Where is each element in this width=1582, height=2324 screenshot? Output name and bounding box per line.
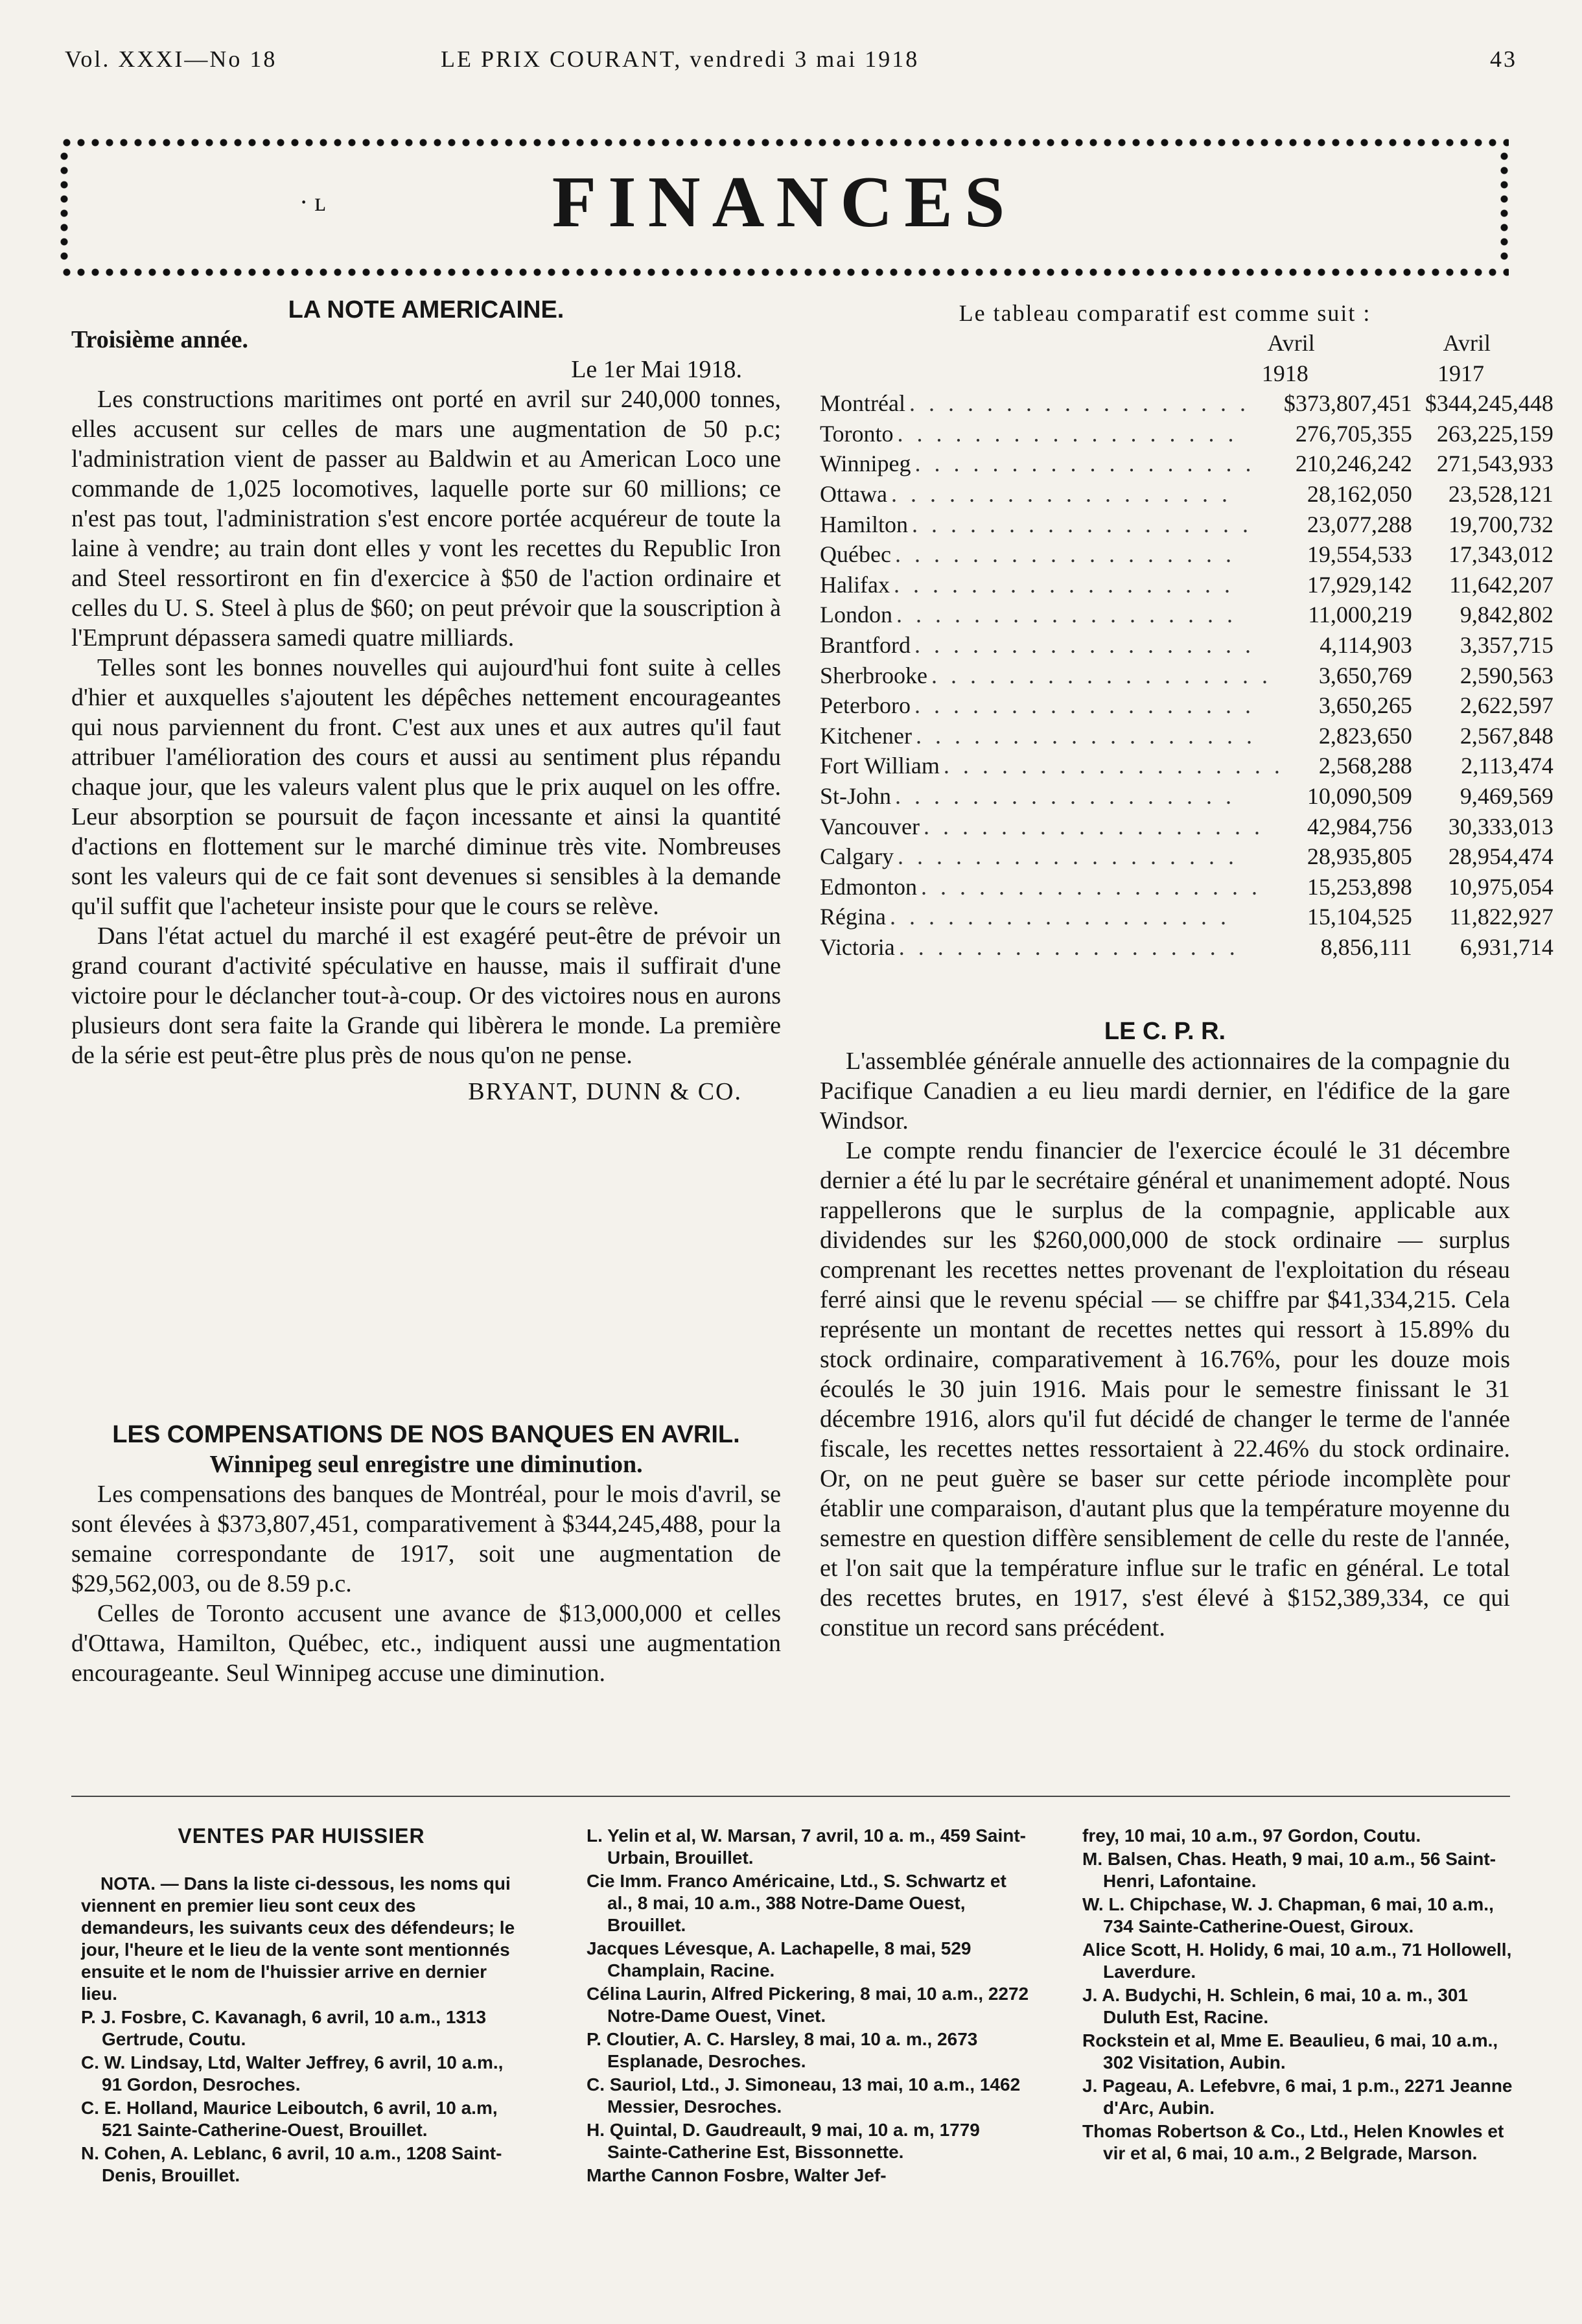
table-header	[820, 328, 1510, 388]
ventes-entry: C. W. Lindsay, Ltd, Walter Jeffrey, 6 avril, 10 a.m., 91 Gordon, Desroches.	[81, 2052, 504, 2095]
article-heading: LE C. P. R.	[1104, 1018, 1226, 1045]
article-dateline: Le 1er Mai 1918.	[571, 356, 742, 383]
journal-title-date: LE PRIX COURANT, vendredi 3 mai 1918	[441, 46, 920, 72]
value-1918: 11,000,219	[1308, 602, 1412, 628]
ventes-entry: Célina Laurin, Alfred Pickering, 8 mai, 10 a.m., 2272 Notre-Dame Ouest, Vinet.	[587, 1984, 1029, 2026]
table-row	[820, 932, 1553, 963]
table-row	[820, 872, 1553, 902]
col-1917-month: Avril	[1443, 330, 1491, 356]
article-cpr	[820, 1016, 1510, 1643]
city-name: Victoria . . . . . . . . . . . . . . . . . .	[820, 933, 1239, 960]
table-row	[820, 841, 1553, 872]
ventes-heading: VENTES PAR HUISSIER	[178, 1824, 425, 1848]
city-name: Winnipeg . . . . . . . . . . . . . . . . . .	[820, 451, 1255, 477]
ventes-entry: N. Cohen, A. Leblanc, 6 avril, 10 a.m., 1208 Saint-Denis, Brouillet.	[81, 2143, 502, 2185]
section-banner	[60, 136, 1509, 279]
table-row	[820, 812, 1553, 842]
table-intro: Le tableau comparatif est comme suit :	[959, 300, 1371, 326]
value-1918: 3,650,265	[1318, 692, 1412, 719]
banner-bottom-ornament	[60, 266, 1509, 279]
table-row	[820, 419, 1553, 449]
leader-dots: . . . . . . . . . . . . . . . . . .	[896, 602, 1237, 628]
leader-dots: . . . . . . . . . . . . . . . . . .	[889, 904, 1230, 930]
volume-number: Vol. XXXI—No 18	[65, 46, 277, 72]
banner-stray-mark: · ʟ	[299, 187, 326, 217]
table-row	[820, 630, 1553, 661]
article-paragraph: Telles sont les bonnes nouvelles qui aujourd'hui font suite à celles d'hier et auxquelles s'ajoutent les dépêches nettement encourageantes qui nous parviennent du front. C'est aux unes et aux autres qu'il faut attribuer l'amélioration des cours et aussi au sentiment plus répandu chaque jour, que les valeurs valent plus que le prix auquel on les offre. Leur absorption se poursuit de façon incessante et ainsi la quantité d'actions en flottement sur le marché diminue très vite. Nombreuses sont les valeurs qui de ce fait sont devenues si sensibles à la demande qu'il suffit que l'acheteur insiste pour que le cours se relève.	[71, 654, 781, 920]
article-paragraph: Dans l'état actuel du marché il est exagéré peut-être de prévoir un grand courant d'activité spéculative en hausse, mais il suffirait d'une victoire pour le déclancher tout-à-coup. Or des victoires nous en aurons plusieurs dont sera faite la Grande qui libèrera le monde. La première de la série est peut-être plus près de nous qu'on ne pense.	[71, 922, 781, 1069]
city-name: Fort William . . . . . . . . . . . . . . . . . .	[820, 753, 1284, 779]
table-row	[820, 510, 1553, 540]
table-row	[820, 539, 1553, 570]
page-number: 43	[1490, 46, 1517, 72]
city-name: Halifax . . . . . . . . . . . . . . . . . .	[820, 571, 1234, 598]
value-1917: 2,590,563	[1460, 662, 1553, 688]
value-1917: 30,333,013	[1448, 813, 1553, 839]
leader-dots: . . . . . . . . . . . . . . . . . .	[943, 753, 1284, 779]
city-name: Ottawa . . . . . . . . . . . . . . . . . .	[820, 480, 1231, 507]
table-row	[820, 781, 1553, 812]
value-1918: 4,114,903	[1320, 631, 1412, 658]
ventes-entry: Thomas Robertson & Co., Ltd., Helen Knowles et vir et al, 6 mai, 10 a.m., 2 Belgrade, Marson.	[1082, 2121, 1504, 2163]
value-1917: 6,931,714	[1460, 933, 1553, 960]
table-row	[820, 902, 1553, 932]
leader-dots: . . . . . . . . . . . . . . . . . .	[894, 541, 1235, 568]
city-name: Calgary . . . . . . . . . . . . . . . . . .	[820, 843, 1238, 870]
city-name: Québec . . . . . . . . . . . . . . . . . .	[820, 541, 1235, 568]
ventes-entry: Marthe Cannon Fosbre, Walter Jef-	[587, 2165, 887, 2185]
ventes-entry: Rockstein et al, Mme E. Beaulieu, 6 mai, 10 a.m., 302 Visitation, Aubin.	[1082, 2030, 1498, 2072]
ventes-nota: NOTA. — Dans la liste ci-dessous, les noms qui viennent en premier lieu sont ceux des demandeurs, les suivants ceux des défendeurs; le jour, l'heure et le lieu de la vente sont mentionnés ensuite et le nom de l'huissier arrive en dernier lieu.	[81, 1873, 515, 2004]
value-1917: 263,225,159	[1436, 420, 1553, 447]
ventes-entry: Cie Imm. Franco Américaine, Ltd., S. Schwartz et al., 8 mai, 10 a.m., 388 Notre-Dame Ouest, Brouillet.	[587, 1871, 1006, 1935]
value-1917: $344,245,448	[1425, 390, 1553, 417]
leader-dots: . . . . . . . . . . . . . . . . . .	[921, 873, 1261, 900]
article-subheading: Troisième année.	[71, 326, 248, 353]
value-1918: 10,090,509	[1307, 782, 1412, 809]
article-subheading: Winnipeg seul enregistre une diminution.	[209, 1451, 643, 1478]
city-name: Kitchener . . . . . . . . . . . . . . . . . .	[820, 722, 1256, 749]
ventes-col-1	[81, 1825, 522, 2188]
article-heading: LES COMPENSATIONS DE NOS BANQUES EN AVRIL.	[112, 1421, 740, 1448]
leader-dots: . . . . . . . . . . . . . . . . . .	[914, 451, 1255, 477]
leader-dots: . . . . . . . . . . . . . . . . . .	[893, 571, 1234, 598]
value-1917: 17,343,012	[1448, 541, 1553, 568]
ventes-col-3	[1082, 1825, 1523, 2166]
clearing-table	[820, 388, 1553, 962]
section-divider	[71, 1796, 1510, 1797]
leader-dots: . . . . . . . . . . . . . . . . . .	[890, 480, 1231, 507]
city-name: Hamilton . . . . . . . . . . . . . . . . . .	[820, 511, 1252, 537]
leader-dots: . . . . . . . . . . . . . . . . . .	[931, 662, 1272, 688]
value-1917: 28,954,474	[1448, 843, 1553, 870]
value-1918: 19,554,533	[1307, 541, 1412, 568]
value-1918: 2,823,650	[1318, 722, 1412, 749]
city-name: Edmonton . . . . . . . . . . . . . . . . . .	[820, 873, 1261, 900]
city-name: Peterboro . . . . . . . . . . . . . . . . . .	[820, 692, 1255, 719]
ventes-entry: Alice Scott, H. Holidy, 6 mai, 10 a.m., 71 Hollowell, Laverdure.	[1082, 1940, 1512, 1982]
ventes-entry: C. Sauriol, Ltd., J. Simoneau, 13 mai, 10 a.m., 1462 Messier, Desroches.	[587, 2074, 1021, 2117]
value-1917: 271,543,933	[1436, 451, 1553, 477]
leader-dots: . . . . . . . . . . . . . . . . . .	[895, 782, 1236, 809]
value-1918: 2,568,288	[1318, 753, 1412, 779]
leader-dots: . . . . . . . . . . . . . . . . . .	[897, 420, 1238, 447]
ventes-entry: J. A. Budychi, H. Schlein, 6 mai, 10 a. m., 301 Duluth Est, Racine.	[1082, 1985, 1468, 2027]
leader-dots: . . . . . . . . . . . . . . . . . .	[923, 813, 1264, 839]
table-row	[820, 479, 1553, 510]
value-1918: 28,162,050	[1307, 480, 1412, 507]
table-row	[820, 690, 1553, 721]
leader-dots: . . . . . . . . . . . . . . . . . .	[911, 511, 1252, 537]
value-1918: 42,984,756	[1307, 813, 1412, 839]
ventes-col-2	[587, 1825, 1034, 2188]
banner-top-ornament	[60, 136, 1509, 149]
value-1917: 9,842,802	[1460, 602, 1553, 628]
value-1917: 11,822,927	[1449, 904, 1553, 930]
article-paragraph: Les compensations des banques de Montréal, pour le mois d'avril, se sont élevées à $373,807,451, comparativement à $344,245,488, pour la semaine correspondante de 1917, soit une augmentation de $29,562,003, ou de 8.59 p.c.	[71, 1481, 781, 1597]
ventes-entry: W. L. Chipchase, W. J. Chapman, 6 mai, 10 a.m., 734 Sainte-Catherine-Ouest, Giroux.	[1082, 1894, 1494, 1936]
article-paragraph: Celles de Toronto accusent une avance de $13,000,000 et celles d'Ottawa, Hamilton, Québec, etc., indiquent aussi une augmentation encourageante. Seul Winnipeg accuse une diminution.	[71, 1600, 781, 1687]
value-1918: 210,246,242	[1295, 451, 1412, 477]
city-name: Montréal . . . . . . . . . . . . . . . . . .	[820, 390, 1250, 417]
city-name: Toronto . . . . . . . . . . . . . . . . . .	[820, 420, 1238, 447]
table-row	[820, 600, 1553, 630]
ventes-entry: P. J. Fosbre, C. Kavanagh, 6 avril, 10 a.m., 1313 Gertrude, Coutu.	[81, 2007, 487, 2049]
city-name: London . . . . . . . . . . . . . . . . . .	[820, 602, 1237, 628]
value-1917: 9,469,569	[1460, 782, 1553, 809]
ventes-entry: J. Pageau, A. Lefebvre, 6 mai, 1 p.m., 2271 Jeanne d'Arc, Aubin.	[1082, 2076, 1513, 2118]
city-name: Sherbrooke . . . . . . . . . . . . . . . . . .	[820, 662, 1272, 688]
col-1918-year: 1918	[1261, 360, 1309, 386]
value-1918: $373,807,451	[1283, 390, 1412, 417]
table-row	[820, 661, 1553, 691]
value-1918: 17,929,142	[1307, 571, 1412, 598]
article-paragraph: L'assemblée générale annuelle des actionnaires de la compagnie du Pacifique Canadien a eu lieu mardi dernier, en l'édifice de la gare Windsor.	[820, 1048, 1510, 1134]
leader-dots: . . . . . . . . . . . . . . . . . .	[914, 631, 1255, 658]
value-1917: 2,622,597	[1460, 692, 1553, 719]
city-name: St-John . . . . . . . . . . . . . . . . . .	[820, 782, 1236, 809]
running-head	[65, 45, 1517, 84]
leader-dots: . . . . . . . . . . . . . . . . . .	[897, 843, 1238, 870]
ventes-entry: frey, 10 mai, 10 a.m., 97 Gordon, Coutu.	[1082, 1825, 1421, 1846]
col-1917-year: 1917	[1437, 360, 1484, 386]
value-1918: 15,104,525	[1307, 904, 1412, 930]
article-signature: BRYANT, DUNN & CO.	[468, 1078, 742, 1105]
value-1917: 2,113,474	[1461, 753, 1553, 779]
article-compensations	[71, 1420, 781, 1688]
value-1917: 11,642,207	[1449, 571, 1553, 598]
value-1917: 3,357,715	[1460, 631, 1553, 658]
ventes-entry: L. Yelin et al, W. Marsan, 7 avril, 10 a. m., 459 Saint-Urbain, Brouillet.	[587, 1825, 1027, 1868]
value-1918: 276,705,355	[1295, 420, 1412, 447]
leader-dots: . . . . . . . . . . . . . . . . . .	[898, 933, 1239, 960]
table-row	[820, 570, 1553, 600]
value-1918: 3,650,769	[1318, 662, 1412, 688]
value-1917: 23,528,121	[1448, 480, 1553, 507]
city-name: Vancouver . . . . . . . . . . . . . . . . . .	[820, 813, 1264, 839]
ventes-entry: Jacques Lévesque, A. Lachapelle, 8 mai, 529 Champlain, Racine.	[587, 1938, 971, 1980]
value-1917: 2,567,848	[1460, 722, 1553, 749]
leader-dots: . . . . . . . . . . . . . . . . . .	[909, 390, 1250, 417]
value-1918: 28,935,805	[1307, 843, 1412, 870]
table-row	[820, 751, 1553, 781]
value-1918: 23,077,288	[1307, 511, 1412, 537]
article-paragraph: Les constructions maritimes ont porté en avril sur 240,000 tonnes, elles accusent sur celles de mars une augmentation de 50 p.c; l'administration vient de passer au Baldwin et au American Loco une commande de 1,025 locomotives, laquelle porte sur 60 millions; ce n'est pas tout, l'administration s'est encore portée acquéreur de toute la laine à vendre; au train dont elles y vont les recettes du Republic Iron and Steel ressortiront en fin d'exercice à $50 de l'action ordinaire et celles du U. S. Steel à plus de $60; on peut prévoir que la souscription à l'Emprunt dépassera samedi quatre milliards.	[71, 386, 781, 651]
value-1918: 8,856,111	[1320, 933, 1412, 960]
ventes-entry: H. Quintal, D. Gaudreault, 9 mai, 10 a. m, 1779 Sainte-Catherine Est, Bissonnette.	[587, 2120, 980, 2162]
col-1918-month: Avril	[1267, 330, 1315, 356]
value-1917: 10,975,054	[1448, 873, 1553, 900]
article-heading: LA NOTE AMERICAINE.	[288, 296, 564, 323]
city-name: Régina . . . . . . . . . . . . . . . . . .	[820, 904, 1230, 930]
section-title: FINANCES	[552, 162, 1017, 242]
article-note-americaine	[71, 295, 781, 1107]
ventes-entry: C. E. Holland, Maurice Leiboutch, 6 avril, 10 a.m, 521 Sainte-Catherine-Ouest, Brouillet.	[81, 2098, 498, 2140]
leader-dots: . . . . . . . . . . . . . . . . . .	[914, 692, 1255, 719]
table-row	[820, 721, 1553, 751]
table-row	[820, 388, 1553, 419]
value-1918: 15,253,898	[1307, 873, 1412, 900]
ventes-entry: P. Cloutier, A. C. Harsley, 8 mai, 10 a. m., 2673 Esplanade, Desroches.	[587, 2029, 978, 2071]
value-1917: 19,700,732	[1448, 511, 1553, 537]
article-paragraph: Le compte rendu financier de l'exercice écoulé le 31 décembre dernier a été lu par le secrétaire général et unanimement adopté. Nous rappellerons que le surplus de la compagnie, applicable aux dividendes sur les $260,000,000 de stock ordinaire — surplus comprenant les recettes nettes provenant de l'exploitation du réseau ferré ainsi que le revenu spécial — se chiffre par $41,334,215. Cela représente un montant de recettes nettes qui ressort à 15.89% du stock ordinaire, comparativement à 16.76%, pour les douze mois écoulés le 30 juin 1916. Mais pour le semestre finissant le 31 décembre 1916, alors qu'il fut décidé de changer le terme de l'année fiscale, les recettes nettes ressortaient à 22.46% du stock ordinaire. Or, on ne peut guère se baser sur cette période incomplète pour établir une comparaison, d'autant plus que la température moyenne du semestre en question diffère sensiblement de celle du reste de l'année, et l'on sait que la température influe sur le trafic en général. Le total des recettes brutes, en 1917, s'est élevé à $152,389,334, ce qui constitue un record sans précédent.	[820, 1137, 1510, 1641]
leader-dots: . . . . . . . . . . . . . . . . . .	[915, 722, 1256, 749]
ventes-entry: M. Balsen, Chas. Heath, 9 mai, 10 a.m., 56 Saint-Henri, Lafontaine.	[1082, 1849, 1496, 1891]
table-row	[820, 449, 1553, 479]
clearing-table-section	[820, 298, 1553, 962]
city-name: Brantford . . . . . . . . . . . . . . . . . .	[820, 631, 1255, 658]
